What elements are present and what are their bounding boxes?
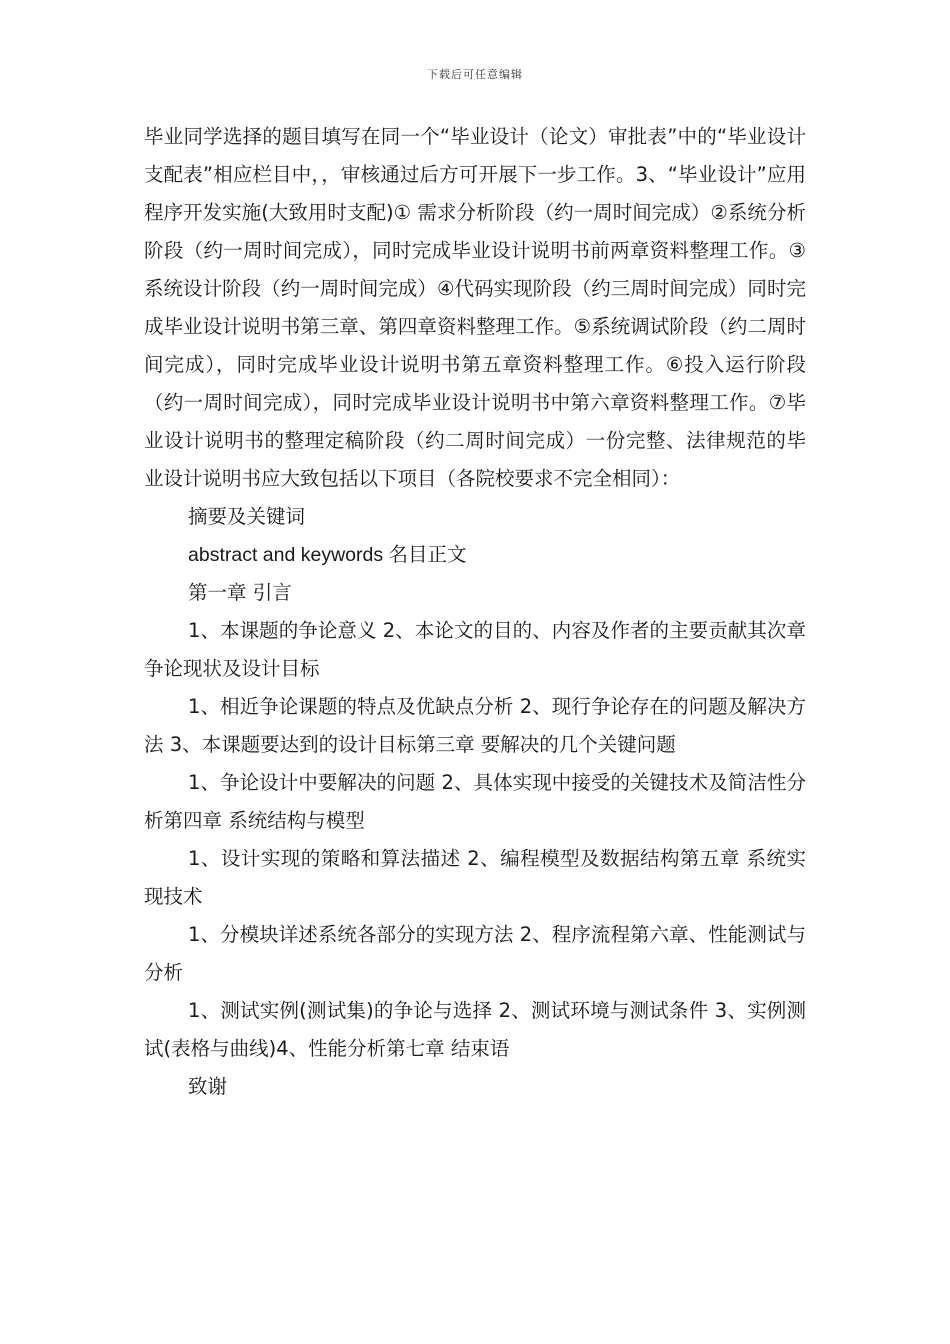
paragraph-intro: 毕业同学选择的题目填写在同一个“毕业设计（论文）审批表”中的“毕业设计支配表”相应栏目中，，审核通过后方可开展下一步工作。3、“毕业设计”应用程序开发实施(大致用时支配)① 需求分析阶段（约一周时间完成）②系统分析阶段（约一周时间完成），同时完成毕业设计说明书前两章资料整理工作。③系统设计阶段（约一周时间完成）④代码实现阶段（约三周时间完成）同时完成毕业设计说明书第三章、第四章资料整理工作。⑤系统调试阶段（约二周时间完成），同时完成毕业设计说明书第五章资料整理工作。⑥投入运行阶段（约一周时间完成），同时完成毕业设计说明书中第六章资料整理工作。⑦毕业设计说明书的整理定稿阶段（约二周时间完成）一份完整、法律规范的毕业设计说明书应大致包括以下项目（各院校要求不完全相同）： [144, 125, 806, 490]
paragraph-chapter-1: 第一章 引言 [188, 581, 292, 604]
paragraph-chapter-6-items: 1、测试实例(测试集)的争论与选择 2、测试环境与测试条件 3、实例测试(表格与曲线)4、性能分析第七章 结束语 [144, 999, 806, 1060]
paragraph-acknowledgement: 致谢 [188, 1075, 228, 1098]
page-header: 下载后可任意编辑 [427, 68, 523, 81]
paragraph-chapter-4-items: 1、设计实现的策略和算法描述 2、编程模型及数据结构第五章 系统实现技术 [144, 847, 806, 908]
paragraph-chapter-5-items: 1、分模块详述系统各部分的实现方法 2、程序流程第六章、性能测试与分析 [144, 923, 806, 984]
paragraph-chapter-1-items: 1、本课题的争论意义 2、本论文的目的、内容及作者的主要贡献其次章 争论现状及设计目标 [144, 619, 806, 680]
paragraph-chapter-3-items: 1、争论设计中要解决的问题 2、具体实现中接受的关键技术及简洁性分析第四章 系统结构与模型 [144, 771, 806, 832]
paragraph-abstract-en: abstract and keywords 名目正文 [188, 544, 467, 566]
document-body [144, 118, 806, 1106]
paragraph-chapter-2-items: 1、相近争论课题的特点及优缺点分析 2、现行争论存在的问题及解决方法 3、本课题要达到的设计目标第三章 要解决的几个关键问题 [144, 695, 806, 756]
paragraph-abstract-cn: 摘要及关键词 [188, 505, 306, 528]
